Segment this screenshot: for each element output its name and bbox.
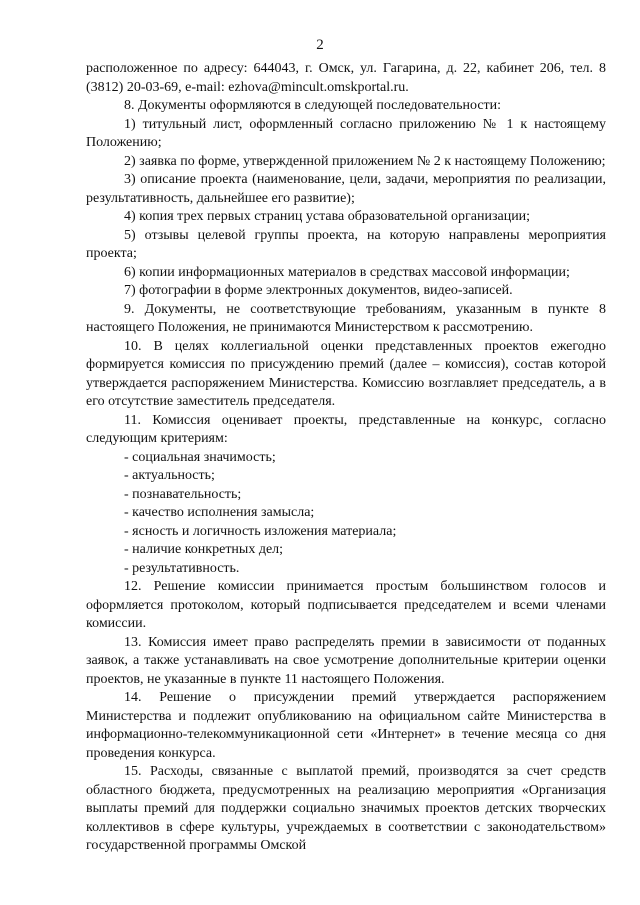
paragraph: 9. Документы, не соответствующие требованиям, указанным в пункте 8 настоящего Положения, не принимаются Министерством к рассмотрению.: [86, 301, 606, 335]
paragraph: 12. Решение комиссии принимается простым большинством голосов и оформляется протоколом, который подписывается председателем и всеми членами комиссии.: [86, 579, 606, 631]
document-body: [86, 60, 606, 856]
paragraph: 5) отзывы целевой группы проекта, на которую направлены мероприятия проекта;: [86, 227, 606, 261]
paragraph: 11. Комиссия оценивает проекты, представленные на конкурс, согласно следующим критериям:: [86, 412, 606, 446]
criteria-list-item: - актуальность;: [124, 468, 215, 483]
paragraph: 7) фотографии в форме электронных документов, видео-записей.: [124, 283, 513, 298]
paragraph: 14. Решение о присуждении премий утверждается распоряжением Министерства и подлежит опубликованию на официальном сайте Министерства в информационно-телекоммуникационной сети «Интернет» в течение месяца со дня проведения конкурса.: [86, 690, 606, 761]
criteria-list-item: - социальная значимость;: [124, 449, 276, 465]
paragraph: 8. Документы оформляются в следующей последовательности:: [124, 98, 502, 113]
criteria-list-item: - познавательность;: [124, 486, 242, 502]
paragraph: расположенное по адресу: 644043, г. Омск, ул. Гагарина, д. 22, кабинет 206, тел. 8 (3812) 20-03-69, e-mail: ezhova@mincult.omskportal.ru.: [86, 61, 606, 95]
criteria-list-item: - ясность и логичность изложения материала;: [124, 523, 397, 539]
paragraph: 3) описание проекта (наименование, цели, задачи, мероприятия по реализации, результативность, дальнейшее его развитие);: [86, 172, 606, 206]
paragraph: 10. В целях коллегиальной оценки представленных проектов ежегодно формируется комиссия по присуждению премий (далее – комиссия), состав которой утверждается распоряжением Министерства. Комиссию возглавляет председатель, а в его отсутствие заместитель председателя.: [86, 338, 606, 409]
criteria-list-item: - качество исполнения замысла;: [124, 505, 315, 520]
paragraph: 13. Комиссия имеет право распределять премии в зависимости от поданных заявок, а также устанавливать на свое усмотрение дополнительные критерии оценки проектов, не указанные в пункте 11 настоящего Положения.: [86, 634, 606, 687]
page-number: 2: [316, 37, 324, 53]
paragraph: 6) копии информационных материалов в средствах массовой информации;: [124, 264, 570, 280]
paragraph: 15. Расходы, связанные с выплатой премий, производятся за счет средств областного бюджета, предусмотренных на реализацию мероприятия «Организация выплаты премий для поддержки социально значимых проектов детских творческих коллективов в сфере культуры, учреждаемых в соответствии с законодательством» государственной программы Омской: [86, 764, 606, 853]
criteria-list-item: - наличие конкретных дел;: [124, 542, 284, 557]
criteria-list-item: - результативность.: [124, 560, 240, 576]
paragraph: 2) заявка по форме, утвержденной приложением № 2 к настоящему Положению;: [124, 153, 606, 169]
paragraph: 4) копия трех первых страниц устава образовательной организации;: [124, 209, 531, 224]
paragraph: 1) титульный лист, оформленный согласно приложению № 1 к настоящему Положению;: [86, 116, 606, 150]
